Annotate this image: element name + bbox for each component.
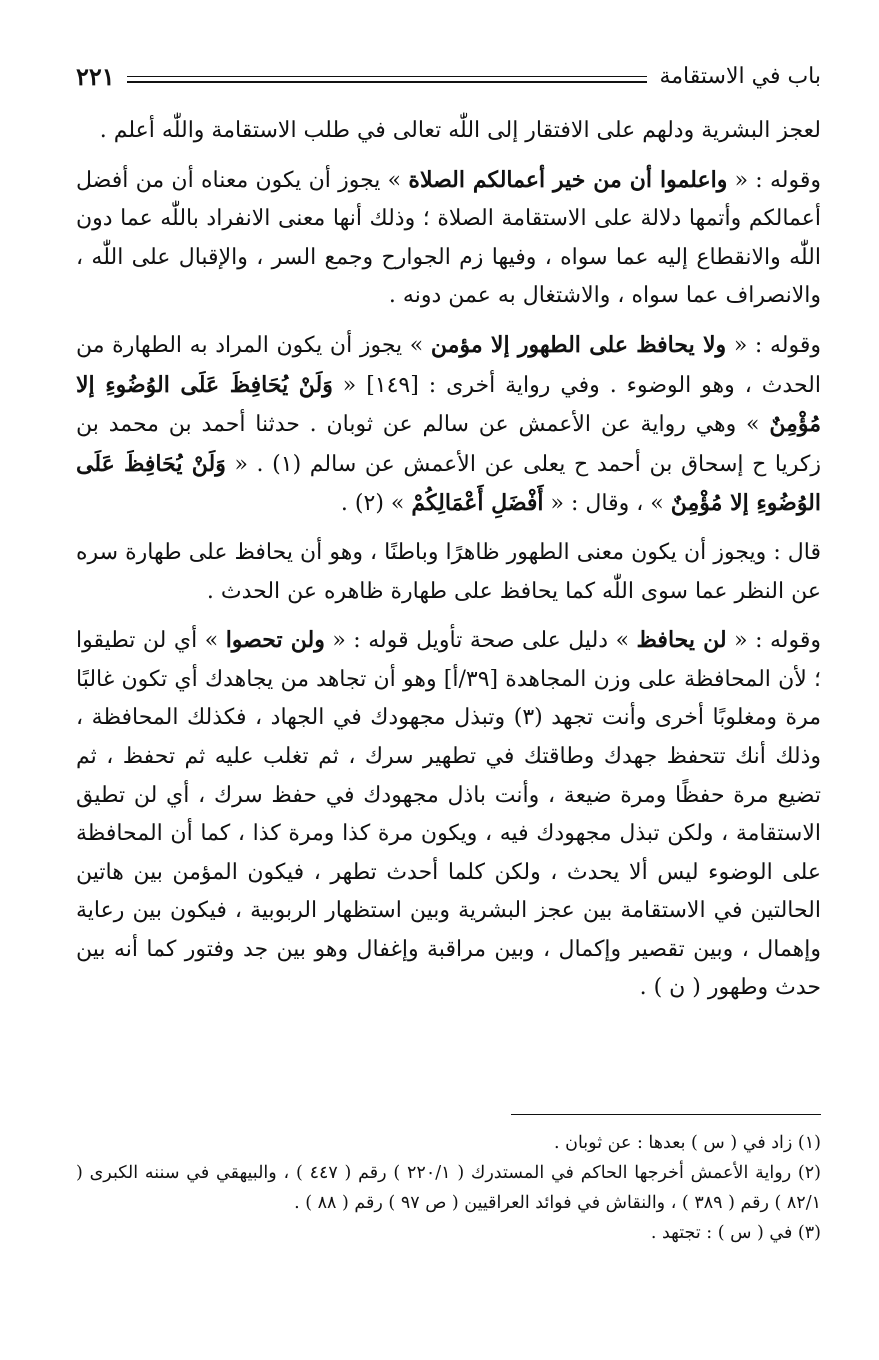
page-header	[76, 58, 821, 94]
paragraph-lead: وقوله : «	[726, 332, 821, 358]
page-number: ٢٢١	[76, 61, 115, 91]
paragraph-text: » ، وقال : «	[543, 491, 671, 517]
hadith-variant-quote: وَلَنْ يُحَافِظَ عَلَى الوُضُوءِ إلا مُؤْمِنٌ	[76, 371, 821, 438]
footnote-1: (١) زاد في ( س ) بعدها : عن ثوبان .	[553, 1133, 821, 1153]
running-title: باب في الاستقامة	[659, 63, 821, 89]
hadith-quote: ولا يحافظ على الطهور إلا مؤمن	[430, 331, 727, 358]
paragraph-2	[76, 161, 821, 316]
hadith-variant-quote: وَلَنْ يُحَافِظَ عَلَى الوُضُوءِ إلا مُؤْمِنٌ	[76, 450, 821, 517]
paragraph-4	[76, 534, 821, 611]
paragraph-text: » وهي رواية عن الأعمش عن سالم عن ثوبان . حدثنا أحمد بن محمد بن زكريا ح إسحاق بن أحمد ح يعلى عن الأعمش عن سالم (١) . «	[76, 412, 821, 477]
footnote-2: (٢) رواية الأعمش أخرجها الحاكم في المستدرك ( ٢٢٠/١ ) رقم ( ٤٤٧ ) ، والبيهقي في سننه الكبرى ( ٨٢/١ ) رقم ( ٣٨٩ ) ، والنقاش في فوائد العراقيين ( ص ٩٧ ) رقم ( ٨٨ ) .	[76, 1163, 821, 1213]
footnote-separator	[511, 1114, 821, 1115]
paragraph-lead: وقوله : «	[727, 167, 821, 193]
paragraph-text: لعجز البشرية ودلهم على الافتقار إلى اللّٰه تعالى في طلب الاستقامة واللّٰه أعلم .	[99, 118, 821, 143]
paragraph-text: » دليل على صحة تأويل قوله : «	[324, 628, 637, 654]
paragraph-text: » أي لن تطيقوا ؛ لأن المحافظة على وزن المجاهدة [٣٩/أ] وهو أن تجاهد من يجاهدك أي تكون غالبًا مرة ومغلوبًا أخرى وأنت تجهد (٣) وتبذل مجهودك في الجهاد ، فكذلك المحافظة ، وذلك أنك تتحفظ جهدك وطاقتك في تطهير سرك ، ثم تغلب عليه ثم تحفظ ، ثم تضيع مرة حفظًا ومرة ضيعة ، وأنت باذل مجهودك في حفظ سرك ، أي لن تطيق الاستقامة ، ولكن تبذل مجهودك فيه ، ويكون مرة كذا ومرة كذا ، كما أن المحافظة على الوضوء ليس ألا يحدث ، ولكن كلما أحدث تطهر ، فيكون المؤمن بين هاتين الحالتين في الاستقامة بين عجز البشرية وبين استظهار الربوبية ، فيكون بين رعاية وإهمال ، وبين تقصير وإكمال ، وبين مراقبة وإغفال وهو بين جد وفتور كما أنه بين حدث وطهور ( ن ) .	[76, 628, 821, 1001]
footnotes	[76, 1128, 821, 1248]
header-rule	[127, 76, 648, 83]
hadith-quote: واعلموا أن من خير أعمالكم الصلاة	[408, 166, 728, 193]
hadith-variant-quote: أَفْضَلِ أَعْمَالِكُمْ	[411, 490, 544, 517]
main-text	[76, 112, 821, 1018]
paragraph-text: » (٢) .	[340, 491, 412, 517]
hadith-quote: لن يحافظ	[636, 627, 727, 654]
paragraph-3	[76, 326, 821, 524]
paragraph-text: » يجوز أن يكون المراد به الطهارة من الحدث ، وهو الوضوء . وفي رواية أخرى : [١٤٩] «	[76, 332, 821, 398]
paragraph-lead: وقوله : «	[726, 628, 822, 654]
paragraph-1	[76, 112, 821, 151]
footnote-3: (٣) في ( س ) : تجتهد .	[650, 1223, 821, 1243]
paragraph-text: قال : ويجوز أن يكون معنى الطهور ظاهرًا وباطنًا ، وهو أن يحافظ على طهارة سره عن النظر عما سوى اللّٰه كما يحافظ على طهارة ظاهره عن الحدث .	[76, 539, 821, 604]
paragraph-5	[76, 621, 821, 1008]
quran-quote: ولن تحصوا	[225, 627, 325, 654]
paragraph-text: » يجوز أن يكون معناه أن من أفضل أعمالكم وأتمها دلالة على الاستقامة الصلاة ؛ وذلك أنها معنى الانفراد باللّٰه عما دون اللّٰه والانقطاع إليه عما سواه ، وفيها زم الجوارح وجمع السر ، والإقبال على اللّٰه ، والانصراف عما سواه ، والاشتغال به عمن دونه .	[76, 167, 821, 309]
